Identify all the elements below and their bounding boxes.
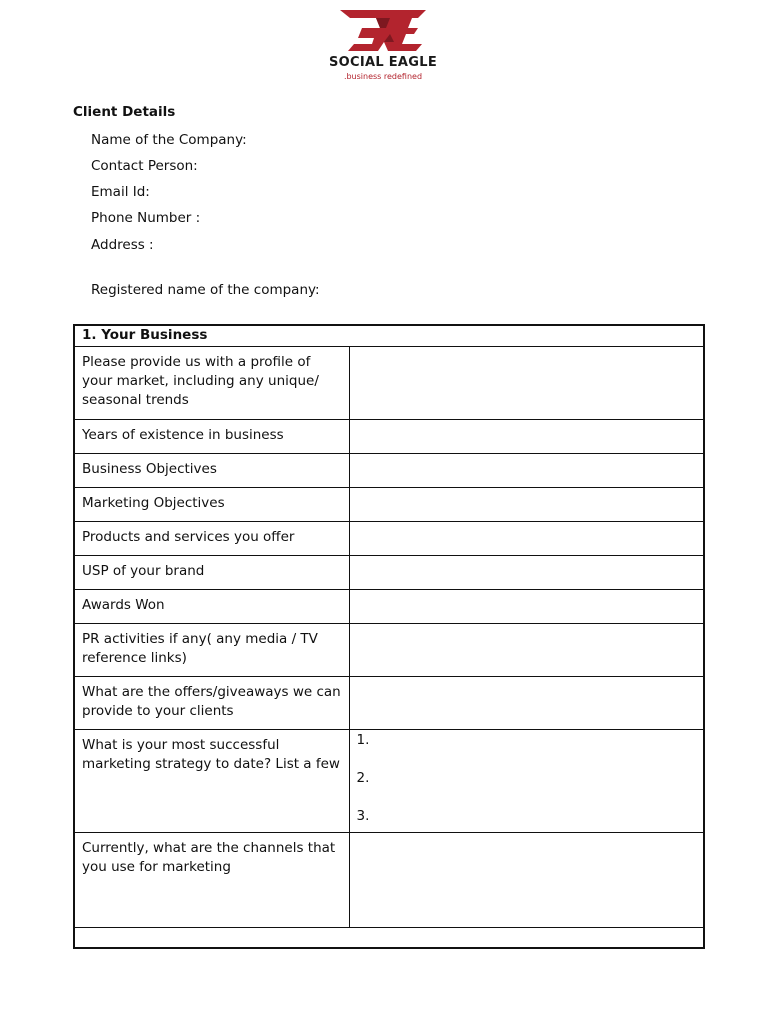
answer-cell[interactable]	[349, 420, 704, 454]
table-row	[74, 730, 704, 833]
question-business-objectives: Business Objectives	[74, 454, 349, 488]
answer-cell[interactable]	[349, 488, 704, 522]
table-row	[74, 454, 704, 488]
answer-cell[interactable]	[349, 833, 704, 928]
strategy-item-number: 2.	[356, 770, 370, 786]
email-id-label: Email Id:	[91, 184, 150, 200]
question-market-profile: Please provide us with a profile of your market, including any unique/ seasonal trends	[74, 347, 349, 420]
table-row	[74, 420, 704, 454]
brand-name: SOCIAL EAGLE	[328, 55, 438, 70]
client-details-heading: Client Details	[73, 104, 176, 120]
table-row	[74, 522, 704, 556]
table-row	[74, 590, 704, 624]
table-row	[74, 347, 704, 420]
strategy-answer-cell[interactable]	[349, 730, 704, 833]
your-business-heading: 1. Your Business	[74, 325, 704, 347]
contact-person-label: Contact Person:	[91, 158, 198, 174]
company-logo	[318, 8, 448, 92]
question-years-existence: Years of existence in business	[74, 420, 349, 454]
table-row	[74, 677, 704, 730]
question-successful-strategy: What is your most successful marketing strategy to date? List a few	[74, 730, 349, 833]
table-header-row	[74, 325, 704, 347]
answer-cell[interactable]	[349, 556, 704, 590]
strategy-item-number: 3.	[356, 808, 370, 824]
answer-cell[interactable]	[349, 347, 704, 420]
empty-cell[interactable]	[74, 928, 704, 948]
answer-cell[interactable]	[349, 677, 704, 730]
answer-cell[interactable]	[349, 624, 704, 677]
eagle-logo-icon	[338, 8, 428, 52]
brand-tagline: .business redefined	[343, 72, 423, 81]
phone-number-label: Phone Number :	[91, 210, 201, 226]
table-empty-row	[74, 928, 704, 948]
your-business-table	[73, 324, 705, 949]
table-row	[74, 624, 704, 677]
answer-cell[interactable]	[349, 454, 704, 488]
registered-name-label: Registered name of the company:	[91, 282, 320, 298]
question-awards-won: Awards Won	[74, 590, 349, 624]
table-row	[74, 556, 704, 590]
question-marketing-channels: Currently, what are the channels that you use for marketing	[74, 833, 349, 928]
question-usp: USP of your brand	[74, 556, 349, 590]
question-marketing-objectives: Marketing Objectives	[74, 488, 349, 522]
answer-cell[interactable]	[349, 522, 704, 556]
question-products-services: Products and services you offer	[74, 522, 349, 556]
answer-cell[interactable]	[349, 590, 704, 624]
company-name-label: Name of the Company:	[91, 132, 247, 148]
question-pr-activities: PR activities if any( any media / TV reference links)	[74, 624, 349, 677]
table-row	[74, 833, 704, 928]
table-row	[74, 488, 704, 522]
strategy-item-number: 1.	[356, 732, 370, 748]
question-offers-giveaways: What are the offers/giveaways we can provide to your clients	[74, 677, 349, 730]
address-label: Address :	[91, 237, 154, 253]
